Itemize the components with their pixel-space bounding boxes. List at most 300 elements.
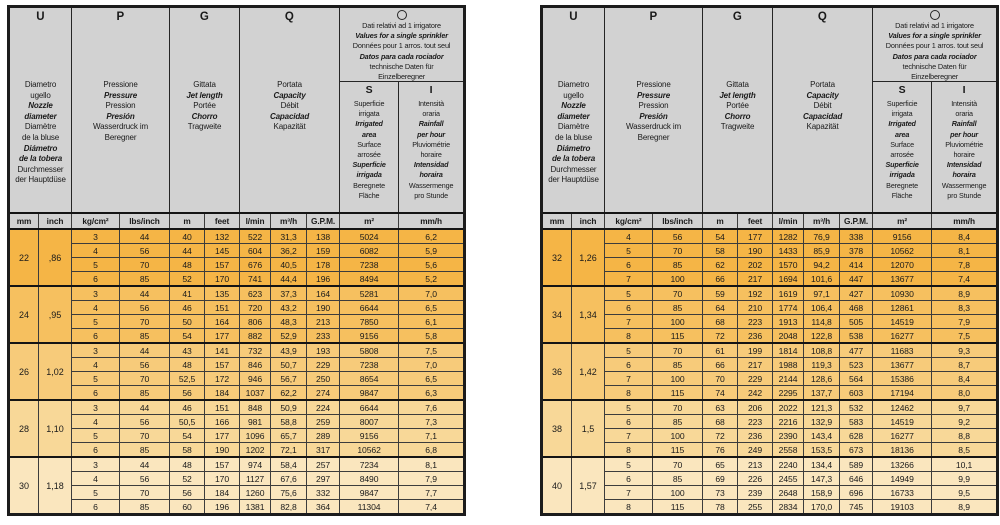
data-cell: 213 — [738, 457, 773, 472]
header-line: Dati relativi ad 1 irrigatore — [895, 21, 974, 30]
data-cell: 7,5 — [399, 343, 465, 358]
table-row — [542, 343, 998, 358]
data-cell: 72 — [703, 329, 738, 344]
data-cell: 1433 — [773, 244, 804, 258]
table-row — [542, 372, 998, 386]
data-cell: 2834 — [773, 500, 804, 515]
data-cell: 50,9 — [271, 400, 307, 415]
data-cell: 16277 — [873, 429, 932, 443]
data-cell: 6 — [72, 329, 120, 344]
header-line: Capacity — [273, 90, 306, 100]
header-line: Rainfall — [951, 119, 977, 129]
data-cell: 13677 — [873, 272, 932, 287]
data-cell: 44 — [120, 400, 170, 415]
data-cell: 85,9 — [804, 244, 840, 258]
header-line: Kapazität — [806, 122, 839, 132]
header-col-box — [773, 8, 872, 212]
data-cell: 106,4 — [804, 301, 840, 315]
header-line: Diamètre — [557, 122, 590, 132]
data-cell: 85 — [653, 301, 703, 315]
header-line: Irrigated — [888, 119, 916, 129]
header-line: arrosée — [357, 150, 381, 160]
data-cell: 46 — [170, 301, 205, 315]
data-cell: 58,8 — [271, 415, 307, 429]
header-col-Q — [240, 7, 340, 214]
data-cell: 70 — [653, 244, 703, 258]
data-cell: 100 — [653, 315, 703, 329]
data-cell: 151 — [205, 400, 240, 415]
data-cell: 10930 — [873, 286, 932, 301]
sprinkler-table-right — [540, 5, 996, 516]
data-cell: 8654 — [340, 372, 399, 386]
data-cell: 5281 — [340, 286, 399, 301]
data-cell: 52,5 — [170, 372, 205, 386]
data-cell: 696 — [840, 486, 873, 500]
data-cell: 44 — [120, 229, 170, 244]
header-line: horaira — [419, 170, 443, 180]
nozzle-mm-cell: 36 — [542, 343, 572, 400]
unit-cell: mm — [542, 213, 572, 229]
nozzle-mm-cell: 24 — [9, 286, 39, 343]
data-cell: 3 — [72, 457, 120, 472]
table-row — [9, 244, 465, 258]
table-row — [9, 443, 465, 458]
data-cell: 4 — [72, 415, 120, 429]
data-cell: 317 — [307, 443, 340, 458]
data-cell: 10562 — [873, 244, 932, 258]
data-cell: 259 — [307, 415, 340, 429]
data-cell: 70 — [120, 486, 170, 500]
data-cell: 7 — [605, 372, 653, 386]
data-cell: 66 — [703, 358, 738, 372]
data-cell: 17194 — [873, 386, 932, 401]
data-cell: 5,2 — [399, 272, 465, 287]
data-cell: 2144 — [773, 372, 804, 386]
header-line: Durchmesser — [17, 164, 64, 174]
data-cell: 8,0 — [932, 386, 998, 401]
data-cell: 6,5 — [399, 301, 465, 315]
data-cell: 882 — [240, 329, 271, 344]
data-cell: 192 — [738, 286, 773, 301]
data-cell: 477 — [840, 343, 873, 358]
data-cell: 3 — [72, 400, 120, 415]
data-cell: 193 — [307, 343, 340, 358]
data-cell: 68 — [703, 415, 738, 429]
data-cell: 7,0 — [399, 286, 465, 301]
data-cell: 63 — [703, 400, 738, 415]
data-cell: 217 — [738, 272, 773, 287]
data-cell: 223 — [738, 315, 773, 329]
header-line: de la bluse — [21, 132, 60, 142]
header-line: Diámetro — [556, 143, 591, 153]
data-cell: 564 — [840, 372, 873, 386]
units-row — [9, 213, 465, 229]
data-cell: 229 — [307, 358, 340, 372]
nozzle-mm-cell: 32 — [542, 229, 572, 286]
data-cell: 257 — [307, 457, 340, 472]
data-cell: 43,9 — [271, 343, 307, 358]
data-cell: 141 — [205, 343, 240, 358]
data-cell: 604 — [240, 244, 271, 258]
data-cell: 74 — [703, 386, 738, 401]
data-cell: 115 — [653, 386, 703, 401]
data-cell: 73 — [703, 486, 738, 500]
data-cell: 56 — [120, 358, 170, 372]
header-col-P — [605, 7, 703, 214]
data-cell: 4 — [72, 244, 120, 258]
data-cell: 58,4 — [271, 457, 307, 472]
data-cell: 85 — [653, 415, 703, 429]
header-col-box — [10, 8, 71, 212]
data-cell: 7,5 — [932, 329, 998, 344]
data-cell: 13677 — [873, 358, 932, 372]
header-line: Tragweite — [187, 122, 222, 132]
data-cell: 5 — [72, 258, 120, 272]
data-cell: 2216 — [773, 415, 804, 429]
data-cell: 7 — [605, 486, 653, 500]
header-col-box — [170, 8, 239, 212]
data-cell: 2295 — [773, 386, 804, 401]
column-letter: G — [732, 11, 743, 23]
table-row — [542, 315, 998, 329]
header-line: technische Daten für — [369, 61, 434, 71]
data-cell: 8 — [605, 386, 653, 401]
nozzle-inch-cell: ,86 — [39, 229, 72, 286]
data-cell: 5,9 — [399, 244, 465, 258]
data-cell: 100 — [653, 486, 703, 500]
data-cell: 100 — [653, 429, 703, 443]
data-cell: 85 — [120, 386, 170, 401]
unit-cell: m — [170, 213, 205, 229]
header-line: arrosée — [890, 150, 914, 160]
data-cell: 6,3 — [399, 386, 465, 401]
data-cell: 56 — [170, 486, 205, 500]
data-cell: 210 — [738, 301, 773, 315]
header-line: Wassermenge — [408, 180, 454, 190]
unit-cell: lbs/inch — [120, 213, 170, 229]
data-cell: 115 — [653, 500, 703, 515]
data-cell: 8490 — [340, 472, 399, 486]
nozzle-inch-cell: 1,42 — [572, 343, 605, 400]
data-cell: 85 — [120, 272, 170, 287]
data-cell: 8494 — [340, 272, 399, 287]
header-lines — [703, 80, 772, 133]
data-cell: 646 — [840, 472, 873, 486]
header-line: Intensità — [418, 99, 445, 108]
data-cell: 2048 — [773, 329, 804, 344]
data-cell: 172 — [205, 372, 240, 386]
header-line: Portata — [810, 80, 835, 89]
table-row — [542, 244, 998, 258]
data-cell: 217 — [738, 358, 773, 372]
data-cell: 54 — [703, 229, 738, 244]
data-cell: 85 — [653, 358, 703, 372]
data-cell: 7,1 — [399, 429, 465, 443]
data-cell: 12070 — [873, 258, 932, 272]
data-cell: 76,9 — [804, 229, 840, 244]
header-col-G — [703, 7, 773, 214]
data-cell: 6,5 — [399, 372, 465, 386]
header-line: irrigata — [891, 109, 913, 119]
data-cell: 1570 — [773, 258, 804, 272]
data-cell: 170 — [205, 472, 240, 486]
data-cell: 4 — [72, 301, 120, 315]
header-line: Values for a single sprinkler — [888, 31, 981, 41]
data-cell: 806 — [240, 315, 271, 329]
data-cell: 147,3 — [804, 472, 840, 486]
data-cell: 848 — [240, 400, 271, 415]
header-line: Einzelberegner — [378, 72, 426, 82]
header-line: Nozzle — [561, 101, 586, 111]
data-cell: 414 — [840, 258, 873, 272]
si-row — [873, 82, 996, 212]
data-cell: 70 — [653, 400, 703, 415]
unit-cell: lbs/inch — [653, 213, 703, 229]
header-line: Intensidad — [413, 160, 449, 170]
data-cell: 846 — [240, 358, 271, 372]
table-row — [9, 457, 465, 472]
nozzle-inch-cell: 1,34 — [572, 286, 605, 343]
data-cell: 1913 — [773, 315, 804, 329]
data-cell: 170,0 — [804, 500, 840, 515]
header-line: de la bluse — [554, 132, 593, 142]
data-cell: 44,4 — [271, 272, 307, 287]
header-line: Superficie — [352, 160, 386, 170]
header-line: Tragweite — [720, 122, 755, 132]
table-row — [542, 286, 998, 301]
data-cell: 66 — [703, 272, 738, 287]
data-cell: 226 — [738, 472, 773, 486]
data-cell: 5 — [72, 486, 120, 500]
data-cell: 72 — [703, 429, 738, 443]
unit-cell: m² — [340, 213, 399, 229]
column-letter: P — [116, 11, 125, 23]
data-cell: 85 — [653, 472, 703, 486]
data-cell: 1127 — [240, 472, 271, 486]
data-cell: 190 — [307, 301, 340, 315]
nozzle-mm-cell: 38 — [542, 400, 572, 457]
data-cell: 43,2 — [271, 301, 307, 315]
single-sprinkler-lines — [886, 21, 984, 82]
data-cell: 5 — [605, 457, 653, 472]
data-cell: 134,4 — [804, 457, 840, 472]
data-cell: 532 — [840, 400, 873, 415]
nozzle-mm-cell: 26 — [9, 343, 39, 400]
data-cell: 58 — [170, 443, 205, 458]
header-line: area — [361, 129, 377, 139]
table-row — [542, 415, 998, 429]
data-cell: 48 — [170, 457, 205, 472]
table-row — [9, 472, 465, 486]
data-cell: 7,0 — [399, 358, 465, 372]
unit-cell: G.P.M. — [307, 213, 340, 229]
data-cell: 9,3 — [932, 343, 998, 358]
single-sprinkler-note — [340, 8, 463, 82]
header-line: Intensità — [951, 99, 978, 108]
sprinkler-table-left — [7, 5, 463, 516]
data-cell: 94,2 — [804, 258, 840, 272]
header-lines — [10, 80, 71, 186]
data-cell: 177 — [205, 329, 240, 344]
nozzle-mm-cell: 40 — [542, 457, 572, 515]
data-cell: 5 — [72, 372, 120, 386]
data-cell: 7,4 — [399, 500, 465, 515]
data-cell: 676 — [240, 258, 271, 272]
unit-cell: l/min — [240, 213, 271, 229]
data-cell: 5 — [605, 400, 653, 415]
table-row — [9, 272, 465, 287]
header-line: pro Stunde — [947, 190, 981, 200]
data-cell: 6 — [605, 472, 653, 486]
data-cell: 9,2 — [932, 415, 998, 429]
data-cell: 56 — [120, 244, 170, 258]
data-cell: 31,3 — [271, 229, 307, 244]
data-cell: 673 — [840, 443, 873, 458]
table-row — [9, 372, 465, 386]
data-cell: 338 — [840, 229, 873, 244]
unit-cell: m³/h — [271, 213, 307, 229]
header-col-box — [543, 8, 604, 212]
subcol-letter: I — [429, 84, 433, 96]
data-cell: 4 — [72, 358, 120, 372]
data-cell: 178 — [307, 258, 340, 272]
data-cell: 18136 — [873, 443, 932, 458]
data-cell: 946 — [240, 372, 271, 386]
header-line: oraria — [422, 109, 440, 119]
table-row — [9, 329, 465, 344]
header-col-G — [170, 7, 240, 214]
data-cell: 10562 — [340, 443, 399, 458]
header-lines — [543, 80, 604, 186]
data-cell: 2022 — [773, 400, 804, 415]
subcol-lines — [352, 99, 385, 201]
data-cell: 9,7 — [932, 400, 998, 415]
data-cell: 236 — [738, 329, 773, 344]
data-cell: 132,9 — [804, 415, 840, 429]
data-cell: 6082 — [340, 244, 399, 258]
data-cell: 1282 — [773, 229, 804, 244]
header-line: oraria — [955, 109, 973, 119]
data-cell: 50,5 — [170, 415, 205, 429]
table-row — [9, 358, 465, 372]
header-line: irrigata — [358, 109, 380, 119]
subcol-lines — [885, 99, 918, 201]
header-line: Chorro — [724, 111, 751, 121]
data-cell: 229 — [738, 372, 773, 386]
data-cell: 132 — [205, 229, 240, 244]
header-line: Surface — [357, 139, 381, 149]
data-cell: 8,4 — [932, 372, 998, 386]
header-line: de la tobera — [18, 154, 63, 164]
data-cell: 199 — [738, 343, 773, 358]
data-cell: 9156 — [340, 429, 399, 443]
header-line: Jet length — [719, 90, 756, 100]
header-line: Pluviométrie — [945, 139, 983, 149]
data-cell: 8,1 — [932, 244, 998, 258]
header-single-sprinkler — [340, 7, 465, 214]
data-cell: 44 — [120, 457, 170, 472]
table-row — [542, 272, 998, 287]
data-cell: 97,1 — [804, 286, 840, 301]
data-cell: 65 — [703, 457, 738, 472]
data-cell: 5 — [605, 244, 653, 258]
data-cell: 8 — [605, 443, 653, 458]
column-letter: Q — [284, 11, 295, 23]
data-cell: 158,9 — [804, 486, 840, 500]
data-cell: 166 — [205, 415, 240, 429]
data-cell: 68 — [703, 315, 738, 329]
data-cell: 8,9 — [932, 286, 998, 301]
data-cell: 1381 — [240, 500, 271, 515]
data-cell: 4 — [605, 229, 653, 244]
header-line: Superficie — [353, 99, 385, 108]
data-cell: 4 — [72, 472, 120, 486]
data-cell: 56,7 — [271, 372, 307, 386]
data-cell: 2558 — [773, 443, 804, 458]
data-cell: 59 — [703, 286, 738, 301]
header-col-P — [72, 7, 170, 214]
data-cell: 8,5 — [932, 443, 998, 458]
data-cell: 8007 — [340, 415, 399, 429]
data-cell: 157 — [205, 358, 240, 372]
data-cell: 603 — [840, 386, 873, 401]
header-subcol-I — [399, 82, 463, 212]
nozzle-mm-cell: 30 — [9, 457, 39, 515]
data-cell: 67,6 — [271, 472, 307, 486]
data-cell: 9,9 — [932, 472, 998, 486]
unit-cell: kg/cm² — [72, 213, 120, 229]
data-cell: 5,8 — [399, 329, 465, 344]
data-cell: 7238 — [340, 358, 399, 372]
data-cell: 10,1 — [932, 457, 998, 472]
data-cell: 13266 — [873, 457, 932, 472]
data-cell: 115 — [653, 443, 703, 458]
data-cell: 7 — [605, 429, 653, 443]
data-cell: 145 — [205, 244, 240, 258]
data-cell: 2390 — [773, 429, 804, 443]
unit-cell: inch — [572, 213, 605, 229]
header-col-box — [72, 8, 169, 212]
subcol-letter: S — [898, 84, 906, 96]
data-cell: 43 — [170, 343, 205, 358]
table-row — [9, 286, 465, 301]
nozzle-inch-cell: ,95 — [39, 286, 72, 343]
data-cell: 196 — [307, 272, 340, 287]
data-cell: 56 — [653, 229, 703, 244]
table-row — [542, 358, 998, 372]
table-row — [9, 229, 465, 244]
data-cell: 11683 — [873, 343, 932, 358]
data-cell: 70 — [120, 315, 170, 329]
data-cell: 190 — [738, 244, 773, 258]
data-cell: 7,8 — [932, 258, 998, 272]
header-line: Surface — [890, 139, 914, 149]
header-line: Beregner — [104, 132, 137, 142]
table-row — [542, 429, 998, 443]
header-line: Diametro — [24, 80, 57, 89]
data-cell: 70 — [653, 457, 703, 472]
data-cell: 50,7 — [271, 358, 307, 372]
header-line: Portée — [726, 101, 749, 111]
data-cell: 70 — [120, 258, 170, 272]
data-cell: 8,8 — [932, 429, 998, 443]
header-line: per hour — [417, 129, 446, 139]
header-row — [542, 7, 998, 214]
data-cell: 3 — [72, 286, 120, 301]
data-cell: 16277 — [873, 329, 932, 344]
data-cell: 378 — [840, 244, 873, 258]
data-cell: 7 — [605, 272, 653, 287]
